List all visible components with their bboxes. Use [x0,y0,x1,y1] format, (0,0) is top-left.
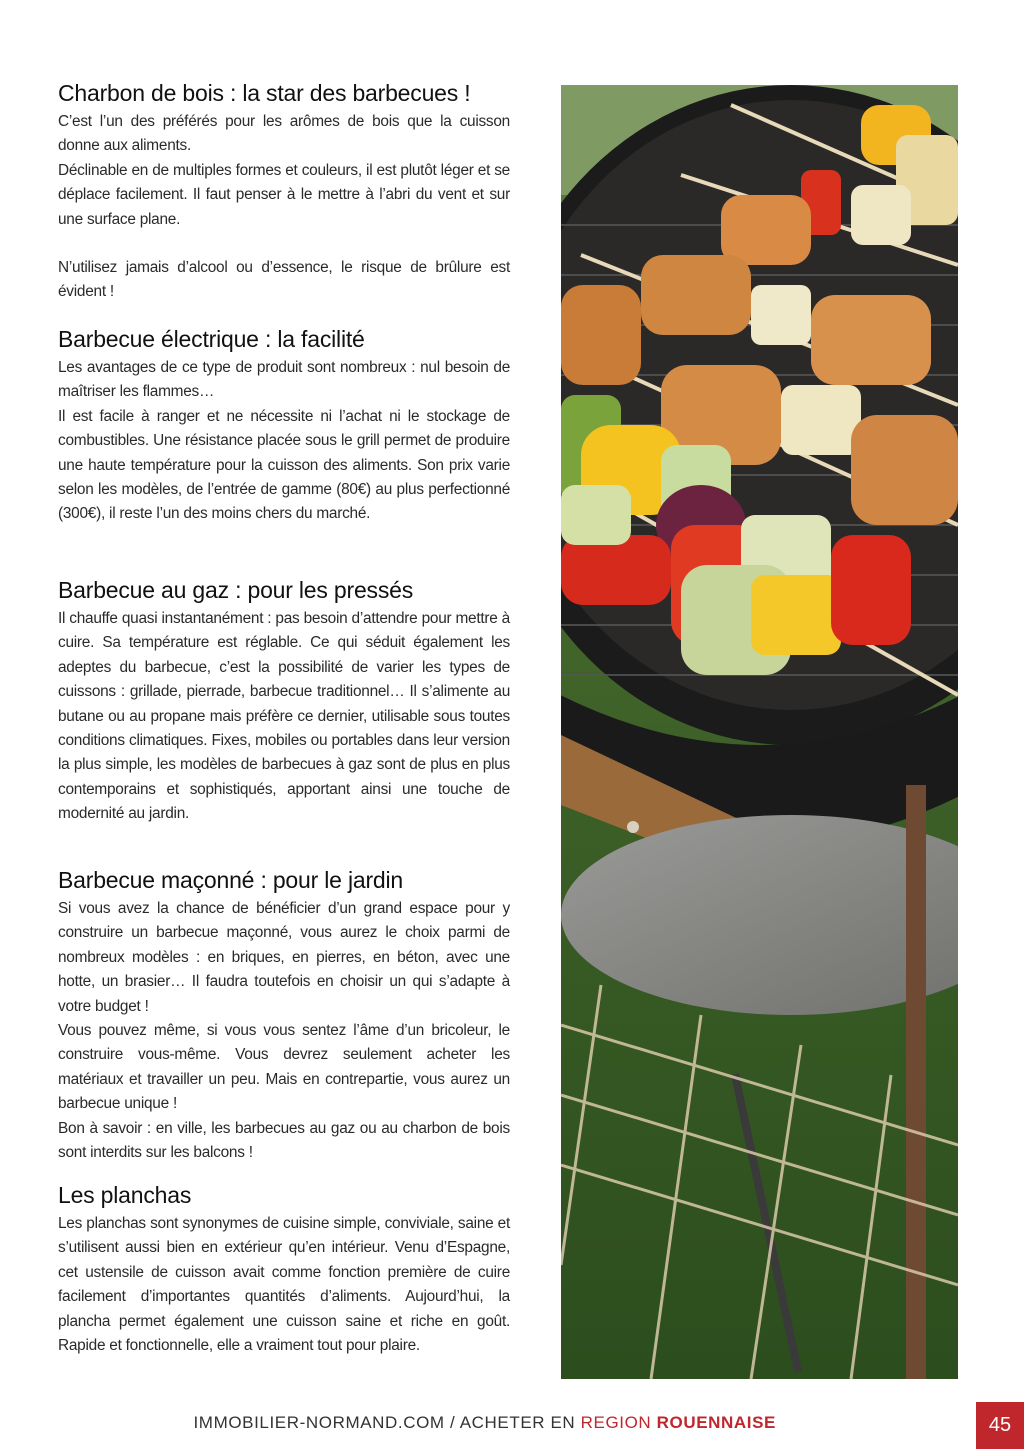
paragraph: Bon à savoir : en ville, les barbecues au gaz ou au charbon de bois sont interdits sur les balcons ! [58,1119,510,1162]
paragraph: C’est l’un des préférés pour les arômes de bois que la cuisson donne aux aliments. [58,113,510,155]
section-title: Barbecue au gaz : pour les pressés [58,577,414,603]
barbecue-illustration [561,85,958,1379]
footer-city: ROUENNAISE [656,1413,776,1432]
paragraph: Il est facile à ranger et ne nécessite ni l’achat ni le stockage de combustibles. Une résistance placée sous le grill permet de produire une haute température pour la cuisson des aliments. Son prix varie selon les modèles, de l’entrée de gamme (80€) au plus perfectionné (300€), il reste l’un des moins chers du marché. [58,407,510,523]
barbecue-skewers-photo [561,85,958,1379]
paragraph: N’utilisez jamais d’alcool ou d’essence, le risque de brûlure est évident ! [58,259,510,301]
footer-separator: / [444,1413,460,1432]
section-title: Les planchas [58,1182,192,1208]
footer-region: REGION [580,1413,652,1432]
section-title: Barbecue maçonné : pour le jardin [58,867,404,893]
section-planchas [58,1180,510,1358]
paragraph: Les planchas sont synonymes de cuisine simple, conviviale, saine et s’utilisent aussi bien en extérieur qu’en intérieur. Venu d’Espagne, cet ustensile de cuisson avait comme fonction première de cuire facilement d’importantes quantités d’aliments. Aujourd’hui, la plancha permet également une cuisson saine et riche en goût. Rapide et fonctionnelle, elle a vraiment tout pour plaire. [58,1215,510,1355]
paragraph: Il chauffe quasi instantanément : pas besoin d’attendre pour mettre à cuire. Sa température est réglable. Ce qui séduit également les adeptes du barbecue, c’est la possibilité de varier les types de cuissons : grillade, pierrade, barbecue traditionnel… Il s’alimente au butane ou au propane mais préfère ce dernier, utilisable sous toutes conditions climatiques. Fixes, mobiles ou portables dans leur version la plus simple, les modèles de barbecues à gaz sont de plus en plus contemporains et sophistiqués, apportant ainsi une touche de modernité au jardin. [58,610,510,823]
section-maconne [58,865,510,1165]
section-electrique [58,324,510,527]
paragraph: Les avantages de ce type de produit sont nombreux : nul besoin de maîtriser les flammes… [58,359,510,401]
paragraph: Déclinable en de multiples formes et couleurs, il est plutôt léger et se déplace facilement. Il faut penser à le mettre à l’abri du vent et sur une surface plane. [58,161,510,228]
page-footer [0,1413,976,1433]
page-number: 45 [976,1402,1024,1449]
section-title: Barbecue électrique : la facilité [58,326,365,352]
paragraph: Si vous avez la chance de bénéficier d’un grand espace pour y construire un barbecue maçonné, vous aurez le choix parmi de nombreux modèles : en briques, en pierres, en béton, avec une hotte, un brasier… Il faudra toutefois en choisir un qui s’adapte à votre budget ! [58,900,510,1015]
section-gaz [58,575,510,827]
section-title: Charbon de bois : la star des barbecues ! [58,80,471,106]
footer-site: IMMOBILIER-NORMAND.COM [193,1413,445,1432]
footer-acheter: ACHETER EN [459,1413,581,1432]
section-charbon [58,78,510,305]
paragraph: Vous pouvez même, si vous vous sentez l’âme d’un bricoleur, le construire vous-même. Vous devrez seulement acheter les matériaux et travailler un peu. Mais en contrepartie, vous aurez un barbecue unique ! [58,1022,510,1113]
